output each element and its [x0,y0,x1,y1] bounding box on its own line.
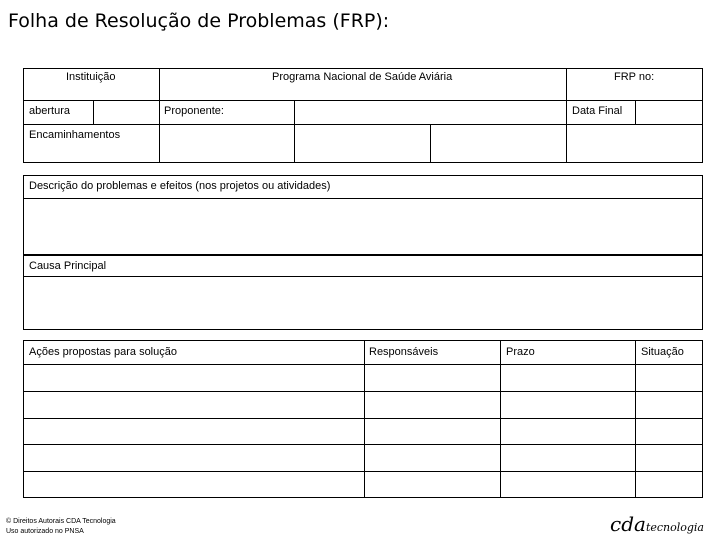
program-label: Programa Nacional de Saúde Aviária [272,71,453,83]
page-title: Folha de Resolução de Problemas (FRP): [8,10,390,32]
end-date-label: Data Final [572,105,623,117]
description-label: Descrição do problemas e efeitos (nos projetos ou atividades) [29,180,331,192]
copyright-text: © Direitos Autorais CDA Tecnologia [6,518,116,525]
header-col-divider-a [159,68,160,163]
logo-sub-text: tecnologia [645,521,704,534]
institution-label: Instituição [66,71,116,83]
table-row-divider [23,471,703,472]
cause-header-divider [23,276,703,277]
responsible-column-header: Responsáveis [369,346,439,358]
frp-number-label: FRP no: [614,71,655,83]
deadline-column-header: Prazo [506,346,535,358]
logo-main-text: cda [610,512,646,536]
description-header-divider [23,198,703,199]
proponent-label: Proponente: [164,105,224,117]
header-row-divider-2 [23,124,703,125]
header-col-divider-f [430,124,431,163]
usage-text: Uso autorizado no PNSA [6,528,84,535]
cda-logo [610,512,704,536]
header-col-divider-d [294,100,295,163]
cause-frame [23,255,703,330]
table-row-divider [23,364,703,365]
table-row-divider [23,391,703,392]
status-column-header: Situação [641,346,684,358]
header-row-divider-1 [23,100,703,101]
header-col-divider-c [93,100,94,124]
actions-column-header: Ações propostas para solução [29,346,177,358]
table-row-divider [23,418,703,419]
header-col-divider-e [635,100,636,124]
referrals-label: Encaminhamentos [29,129,121,141]
table-row-divider [23,444,703,445]
header-col-divider-b [566,68,567,163]
opening-label: abertura [29,105,70,117]
cause-label: Causa Principal [29,260,107,272]
